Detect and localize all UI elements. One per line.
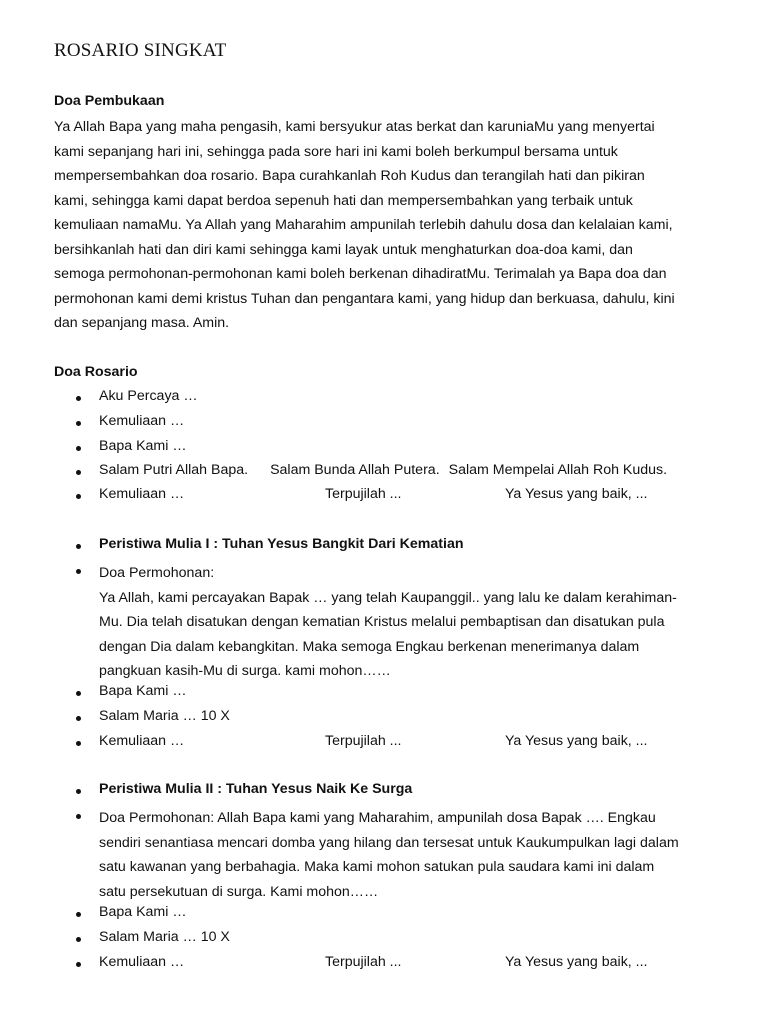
mystery-2-petition (99, 806, 679, 904)
petition-line: satu kawanan yang berbahagia. Maka kami mohon satukan pula saudara kami ini dalam (99, 859, 655, 876)
bullet-dot (76, 446, 81, 451)
bullet-dot (76, 789, 81, 794)
opening-line: bersihkanlah hati dan diri kami sehingga kami layak untuk menghaturkan doa-doa kami, dan (54, 241, 633, 258)
petition-line: sendiri senantiasa mencari domba yang hilang dan tersesat untuk Kaukumpulkan lagi dalam (99, 834, 679, 851)
opening-line: kami sepanjang hari ini, sehingga pada sore hari ini kami boleh berkumpul bersama untuk (54, 143, 618, 160)
opening-paragraph (54, 115, 722, 336)
petition-line: Ya Allah, kami percayakan Bapak … yang telah Kaupanggil.. yang lalu ke dalam kerahiman- (99, 589, 677, 606)
opening-line: semoga permohonan-permohonan kami boleh berkenan dihadiratMu. Terimalah ya Bapa doa dan (54, 266, 667, 282)
salam-maria-text: Salam Maria … 10 X (99, 929, 230, 945)
list-item-text: Bapa Kami … (99, 438, 187, 454)
mystery-1-title: Peristiwa Mulia I : Tuhan Yesus Bangkit Dari Kematian (99, 536, 464, 552)
bullet-dot (76, 544, 81, 549)
bullet-dot (76, 912, 81, 917)
bullet-dot (76, 937, 81, 942)
list-item-text: Kemuliaan … (99, 413, 185, 429)
opening-line: kami, sehingga kami dapat berdoa sepenuh hati dan mempersembahkan yang terbaik untuk (54, 192, 633, 209)
kemuliaan-text: Kemuliaan … (99, 954, 185, 970)
mystery-1-petition (99, 561, 677, 684)
bullet-dot (76, 494, 81, 499)
bullet-dot (76, 396, 81, 401)
rosary-heading: Doa Rosario (54, 364, 138, 380)
document-title: ROSARIO SINGKAT (54, 40, 227, 61)
terpujilah-text: Terpujilah ... (325, 954, 402, 970)
mystery-2-title: Peristiwa Mulia II : Tuhan Yesus Naik Ke Surga (99, 781, 413, 797)
bapa-kami-text: Bapa Kami … (99, 683, 187, 699)
terpujilah-text: Terpujilah ... (325, 733, 402, 749)
petition-line: pangkuan kasih-Mu di surga. kami mohon…… (99, 663, 391, 680)
opening-line: permohonan kami demi kristus Tuhan dan pengantara kami, yang hidup dan berkuasa, dahulu, kini (54, 290, 675, 307)
opening-line: Ya Allah Bapa yang maha pengasih, kami bersyukur atas berkat dan karuniaMu yang menyertai (54, 119, 655, 135)
bapa-kami-text: Bapa Kami … (99, 904, 187, 920)
bullet-dot (76, 962, 81, 967)
petition-label: Doa Permohonan: (99, 565, 215, 581)
kemuliaan-text: Kemuliaan … (99, 733, 185, 749)
salam-maria-text: Salam Maria … 10 X (99, 708, 230, 724)
bullet-dot (76, 569, 81, 574)
bullet-dot (76, 814, 81, 819)
bullet-dot (76, 691, 81, 696)
salam-bunda: Salam Bunda Allah Putera. (270, 462, 440, 478)
bullet-dot (76, 470, 81, 475)
petition-line: Mu. Dia telah disatukan dengan kematian Kristus melalui pembaptisan dan disatukan pula (99, 614, 665, 631)
salam-putri: Salam Putri Allah Bapa. (99, 462, 249, 478)
bullet-dot (76, 716, 81, 721)
opening-heading: Doa Pembukaan (54, 93, 165, 109)
list-item-text: Aku Percaya … (99, 388, 198, 404)
petition-line: Doa Permohonan: Allah Bapa kami yang Maharahim, ampunilah dosa Bapak …. Engkau (99, 810, 656, 826)
ya-yesus-text: Ya Yesus yang baik, ... (505, 733, 648, 749)
bullet-dot (76, 421, 81, 426)
salam-mempelai: Salam Mempelai Allah Roh Kudus. (448, 462, 668, 478)
ya-yesus-text: Ya Yesus yang baik, ... (505, 954, 648, 970)
kemuliaan-text: Kemuliaan … (99, 486, 185, 502)
bullet-dot (76, 741, 81, 746)
petition-line: dengan Dia dalam kebangkitan. Maka semoga Engkau berkenan menerimanya dalam (99, 638, 640, 655)
opening-line: kemuliaan namaMu. Ya Allah yang Maharahim ampunilah terlebih dahulu dosa dan kelalaian kami, (54, 217, 673, 233)
opening-line: dan sepanjang masa. Amin. (54, 315, 230, 331)
ya-yesus-text: Ya Yesus yang baik, ... (505, 486, 648, 502)
list-item-text (99, 462, 667, 478)
petition-line: satu persekutuan di surga. Kami mohon…… (99, 883, 379, 900)
opening-line: mempersembahkan doa rosario. Bapa curahkanlah Roh Kudus dan terangilah hati dan pikiran (54, 168, 645, 184)
terpujilah-text: Terpujilah ... (325, 486, 402, 502)
